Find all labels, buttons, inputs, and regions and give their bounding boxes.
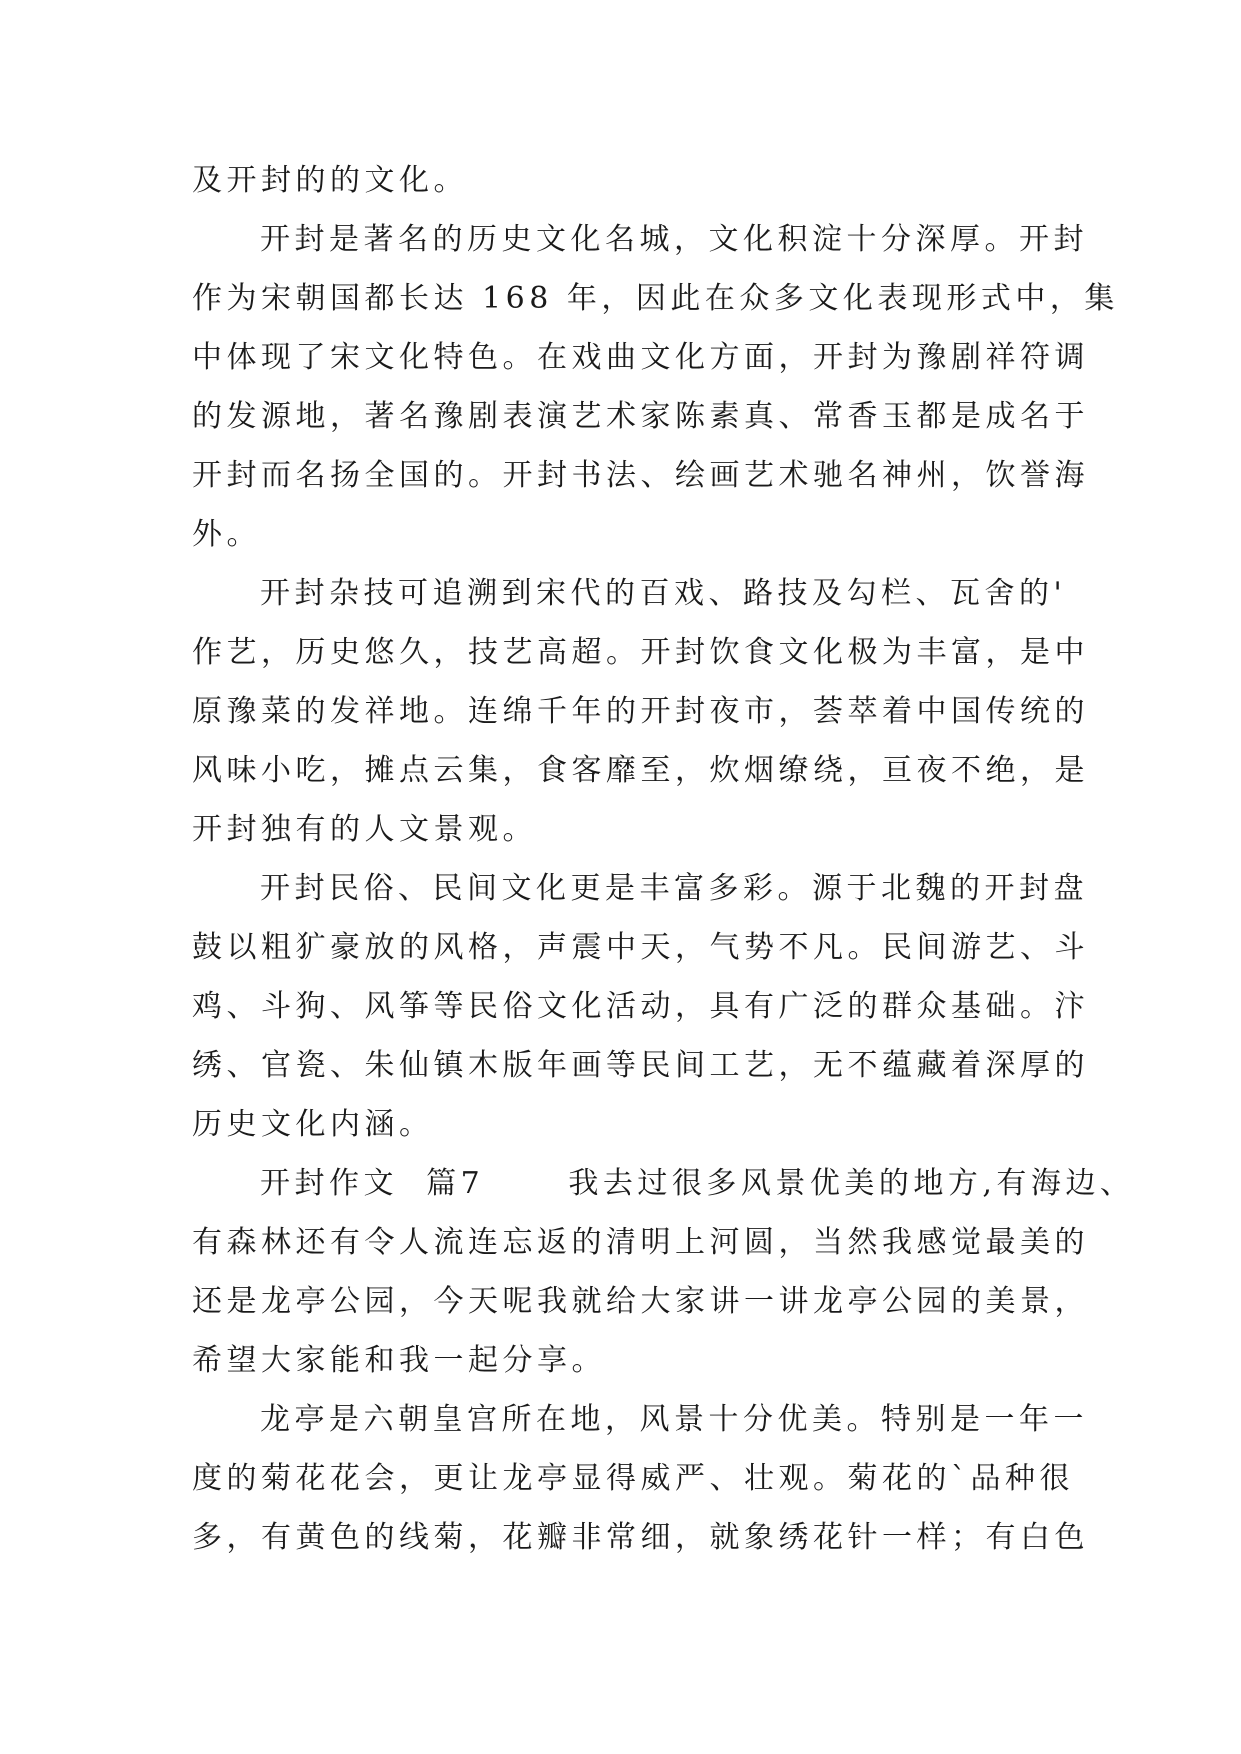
text-line: 开封杂技可追溯到宋代的百戏、路技及勾栏、瓦舍的' — [260, 576, 1067, 611]
text-line: 还是龙亭公园，今天呢我就给大家讲一讲龙亭公园的美景， — [192, 1284, 1089, 1319]
text-line: 鸡、斗狗、风筝等民俗文化活动，具有广泛的群众基础。汴 — [192, 989, 1089, 1024]
text-line: 外。 — [192, 517, 261, 552]
text-line: 作为宋朝国都长达 168 年，因此在众多文化表现形式中，集 — [192, 281, 1119, 316]
text-line: 绣、官瓷、朱仙镇木版年画等民间工艺，无不蕴藏着深厚的 — [192, 1048, 1089, 1083]
text-line: 希望大家能和我一起分享。 — [192, 1343, 606, 1378]
text-line: 原豫菜的发祥地。连绵千年的开封夜市，荟萃着中国传统的 — [192, 694, 1089, 729]
text-line: 开封独有的人文景观。 — [192, 812, 537, 847]
text-line: 鼓以粗犷豪放的风格，声震中天，气势不凡。民间游艺、斗 — [192, 930, 1089, 965]
text-line: 开封民俗、民间文化更是丰富多彩。源于北魏的开封盘 — [260, 871, 1088, 906]
document-body — [192, 151, 1135, 1567]
text-line: 的发源地，著名豫剧表演艺术家陈素真、常香玉都是成名于 — [192, 399, 1089, 434]
text-line: 作艺，历史悠久，技艺高超。开封饮食文化极为丰富，是中 — [192, 635, 1089, 670]
text-line: 风味小吃，摊点云集，食客靡至，炊烟缭绕，亘夜不绝，是 — [192, 753, 1089, 788]
text-line: 度的菊花花会，更让龙亭显得威严、壮观。菊花的`品种很 — [192, 1461, 1074, 1496]
text-line: 及开封的的文化。 — [192, 163, 468, 198]
text-line: 龙亭是六朝皇宫所在地，风景十分优美。特别是一年一 — [260, 1402, 1088, 1437]
text-line: 中体现了宋文化特色。在戏曲文化方面，开封为豫剧祥符调 — [192, 340, 1089, 375]
text-line: 多，有黄色的线菊，花瓣非常细，就象绣花针一样；有白色 — [192, 1520, 1089, 1555]
text-line: 有森林还有令人流连忘返的清明上河圆，当然我感觉最美的 — [192, 1225, 1089, 1260]
text-line: 开封是著名的历史文化名城，文化积淀十分深厚。开封 — [260, 222, 1088, 257]
text-line: 历史文化内涵。 — [192, 1107, 434, 1142]
section-heading-line: 开封作文 篇7 我去过很多风景优美的地方,有海边、 — [260, 1166, 1135, 1201]
text-line: 开封而名扬全国的。开封书法、绘画艺术驰名神州，饮誉海 — [192, 458, 1089, 493]
